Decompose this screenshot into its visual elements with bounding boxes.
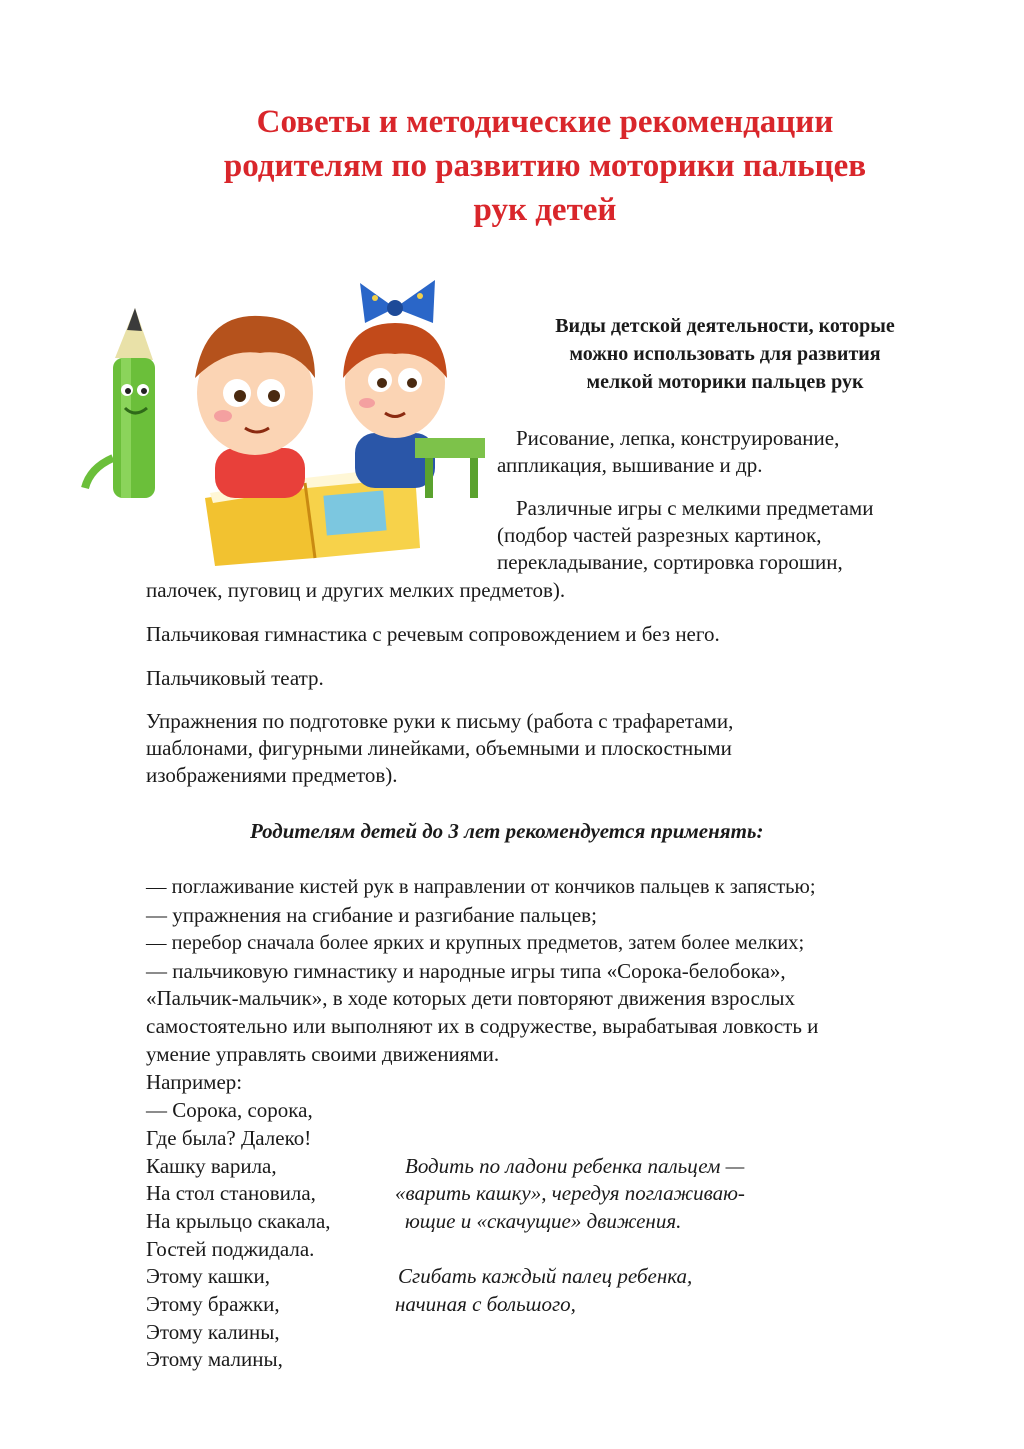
title-line: родителям по развитию моторики пальцев (223, 148, 867, 184)
text-line: — поглаживание кистей рук в направлении от кончиков пальцев к запястью; (146, 876, 816, 898)
rhyme-line: Кашку варила, (146, 1154, 277, 1178)
text-line: Упражнения по подготовке руки к письму (работа с трафаретами, (146, 709, 734, 733)
text-line: самостоятельно или выполняют их в содружестве, вырабатывая ловкость и (146, 1014, 819, 1038)
text-line: — пальчиковую гимнастику и народные игры типа «Сорока-белобока», (146, 959, 786, 983)
bow-icon (360, 280, 435, 323)
title-line: рук детей (473, 192, 617, 228)
page-title (120, 100, 970, 232)
text-line: изображениями предметов). (146, 763, 398, 787)
heading-line: Виды детской деятельности, которые (555, 315, 895, 337)
note-line: «варить кашку», чередуя поглаживаю- (395, 1181, 745, 1205)
boy-icon (195, 316, 315, 498)
text-line: Пальчиковый театр. (146, 666, 324, 690)
note-line: ющие и «скачущие» движения. (405, 1209, 682, 1233)
text-line: (подбор частей разрезных картинок, (497, 523, 822, 547)
note-line: начиная с большого, (395, 1292, 576, 1316)
text-line: шаблонами, фигурными линейками, объемными и плоскостными (146, 736, 732, 760)
rhyme-line: На крыльцо скакала, (146, 1209, 331, 1233)
text-line: перекладывание, сортировка горошин, (497, 550, 843, 574)
heading-line: можно использовать для развития (569, 343, 881, 365)
rhyme-line: Этому калины, (146, 1320, 280, 1344)
title-line: Советы и методические рекомендации (256, 104, 834, 140)
text-line: «Пальчик-мальчик», в ходе которых дети повторяют движения взрослых (146, 986, 795, 1010)
rhyme-line: Этому кашки, (146, 1264, 270, 1288)
heading-line: мелкой моторики пальцев рук (586, 371, 864, 393)
children-reading-book-illustration (75, 268, 495, 568)
pencil-icon (85, 308, 155, 498)
rhyme-line: Гостей поджидала. (146, 1237, 315, 1261)
text-line: Пальчиковая гимнастика с речевым сопровождением и без него. (146, 622, 720, 646)
text-line: Рисование, лепка, конструирование, (516, 426, 840, 450)
text-line: аппликация, вышивание и др. (497, 453, 763, 477)
rhyme-line: На стол становила, (146, 1181, 316, 1205)
note-line: Сгибать каждый палец ребенка, (398, 1264, 693, 1288)
text-line: Например: (146, 1070, 243, 1094)
text-line: умение управлять своими движениями. (146, 1042, 500, 1066)
rhyme-line: Где была? Далеко! (146, 1126, 312, 1150)
text-line: — перебор сначала более ярких и крупных предметов, затем более мелких; (146, 932, 805, 954)
under3-heading: Родителям детей до 3 лет рекомендуется применять: (250, 819, 764, 843)
text-line: — упражнения на сгибание и разгибание пальцев; (146, 903, 597, 927)
rhyme-line: Этому бражки, (146, 1292, 280, 1316)
note-line: Водить по ладони ребенка пальцем — (405, 1154, 745, 1178)
activities-heading (505, 312, 945, 396)
text-line: палочек, пуговиц и других мелких предметов). (146, 578, 566, 602)
rhyme-line: Этому малины, (146, 1347, 283, 1371)
rhyme-line: — Сорока, сорока, (146, 1098, 313, 1122)
text-line: Различные игры с мелкими предметами (516, 496, 874, 520)
